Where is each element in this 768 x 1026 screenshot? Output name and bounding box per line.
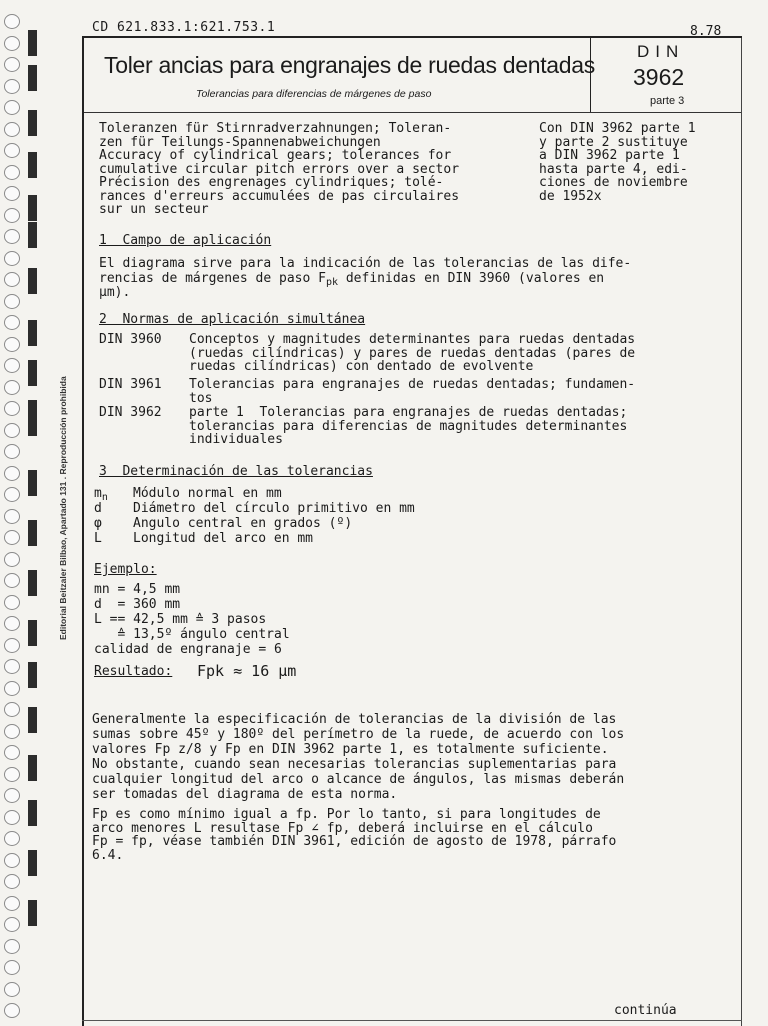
binding-ring bbox=[4, 530, 20, 545]
frame-right-line bbox=[741, 36, 742, 1026]
binding-ring bbox=[4, 251, 20, 266]
binding-ring bbox=[4, 272, 20, 287]
replaces-line: a DIN 3962 parte 1 bbox=[539, 148, 680, 163]
example-line: ≙ 13,5º ángulo central bbox=[94, 627, 290, 642]
binding-ring bbox=[4, 745, 20, 760]
binding-ring bbox=[4, 917, 20, 932]
translation-line: cumulative circular pitch errors over a sector bbox=[99, 161, 460, 177]
example-line: mn = 4,5 mm bbox=[94, 582, 181, 597]
binding-ring bbox=[4, 294, 20, 309]
binding-tab bbox=[28, 520, 37, 546]
issue-date: 8.78 bbox=[690, 24, 722, 39]
standard-description: Conceptos y magnitudes determinantes para ruedas dentadas (ruedas cilíndricas) y pares de ruedas dentadas (pares de ruedas cilíndricas) con dentado de evolvente bbox=[189, 332, 636, 374]
binding-ring bbox=[4, 509, 20, 524]
translation-line: Accuracy of cylindrical gears; tolerances for bbox=[99, 148, 452, 163]
standard-code: DIN 3960 bbox=[99, 332, 162, 347]
symbol-description: Angulo central en grados (º) bbox=[133, 516, 353, 531]
binding-tab bbox=[28, 195, 37, 221]
page-title: Toler ancias para engranajes de ruedas dentadas bbox=[104, 52, 595, 78]
binding-tab bbox=[28, 570, 37, 596]
body-line: 6.4. bbox=[92, 847, 124, 863]
binding-ring bbox=[4, 724, 20, 739]
body-line: Fp es como mínimo igual a fp. Por lo tanto, si para longitudes de bbox=[92, 807, 601, 822]
binding-tab bbox=[28, 800, 37, 826]
binding-ring bbox=[4, 466, 20, 481]
binding-ring bbox=[4, 208, 20, 223]
symbol-description: Longitud del arco en mm bbox=[133, 531, 314, 546]
symbol-description: Módulo normal en mm bbox=[133, 486, 282, 501]
binding-ring bbox=[4, 100, 20, 115]
binding-ring bbox=[4, 122, 20, 137]
binding-ring bbox=[4, 186, 20, 201]
body-line: Generalmente la especificación de tolerancias de la división de las bbox=[92, 712, 617, 727]
binding-tab bbox=[28, 755, 37, 781]
translation-line: Précision des engrenages cylindriques; tolé- bbox=[99, 175, 444, 190]
binding-ring bbox=[4, 788, 20, 803]
binding-tab bbox=[28, 410, 37, 436]
symbol-letter: φ bbox=[94, 516, 102, 531]
din-part: parte 3 bbox=[650, 95, 685, 107]
section-3-heading: 3 Determinación de las tolerancias bbox=[99, 464, 373, 479]
translations-block bbox=[99, 122, 459, 217]
binding-tab bbox=[28, 110, 37, 136]
binding-tab bbox=[28, 662, 37, 688]
cdu-code: CD 621.833.1:621.753.1 bbox=[92, 20, 276, 35]
translation-line: sur un secteur bbox=[99, 202, 209, 217]
symbol bbox=[94, 532, 102, 550]
body-line: arco menores L resultase Fp ∠ fp, deberá incluirse en el cálculo bbox=[92, 820, 593, 836]
binding-tab bbox=[28, 268, 37, 294]
section-1-heading: 1 Campo de aplicación bbox=[99, 233, 272, 248]
symbol-subscript: n bbox=[101, 492, 108, 503]
header-rule bbox=[84, 112, 741, 113]
binding-ring bbox=[4, 702, 20, 717]
binding-tab bbox=[28, 152, 37, 178]
binding-ring bbox=[4, 165, 20, 180]
section-1-line-3: µm). bbox=[99, 285, 131, 300]
binding-ring bbox=[4, 337, 20, 352]
example-line: d = 360 mm bbox=[94, 597, 181, 612]
binding-ring bbox=[4, 401, 20, 416]
translation-line: zen für Teilungs-Spannenabweichungen bbox=[99, 134, 381, 150]
page-subtitle: Tolerancias para diferencias de márgenes de paso bbox=[196, 88, 432, 100]
body-line: sumas sobre 45º y 180º del perímetro de la ruede, de acuerdo con los bbox=[92, 727, 625, 742]
binding-ring bbox=[4, 57, 20, 72]
replaces-block bbox=[539, 122, 696, 203]
replaces-line: Con DIN 3962 parte 1 bbox=[539, 121, 696, 136]
translation-line: rances d'erreurs accumulées de pas circulaires bbox=[99, 188, 460, 204]
binding-ring bbox=[4, 982, 20, 997]
frame-left-line bbox=[82, 36, 84, 1026]
binding-ring bbox=[4, 616, 20, 631]
body-line: Fp = fp, véase también DIN 3961, edición de agosto de 1978, párrafo bbox=[92, 834, 617, 849]
section-1-line-2-sub: pk bbox=[325, 277, 339, 288]
result-value: Fpk ≈ 16 µm bbox=[197, 662, 297, 680]
din-number: 3962 bbox=[633, 64, 685, 90]
binding-ring bbox=[4, 36, 20, 51]
body-paragraph-2 bbox=[92, 808, 616, 862]
binding-ring bbox=[4, 638, 20, 653]
section-1-line-2a: rencias de márgenes de paso F bbox=[99, 271, 326, 286]
binding-ring bbox=[4, 552, 20, 567]
example-heading: Ejemplo: bbox=[94, 562, 157, 577]
binding-ring bbox=[4, 444, 20, 459]
binding-ring bbox=[4, 659, 20, 674]
replaces-line: ciones de noviembre bbox=[539, 175, 688, 190]
binding-tab bbox=[28, 65, 37, 91]
binding-ring bbox=[4, 315, 20, 330]
symbol-letter: m bbox=[94, 486, 102, 501]
binding-tab bbox=[28, 470, 37, 496]
translation-line: Toleranzen für Stirnradverzahnungen; Toleran- bbox=[99, 121, 452, 136]
binding-ring bbox=[4, 810, 20, 825]
binding-ring bbox=[4, 229, 20, 244]
example-line: calidad de engranaje = 6 bbox=[94, 642, 282, 657]
frame-bottom-line bbox=[82, 1020, 742, 1021]
binding-ring bbox=[4, 358, 20, 373]
continues-note: continúa bbox=[614, 1003, 677, 1018]
section-1-line-1: El diagrama sirve para la indicación de las tolerancias de las dife- bbox=[99, 256, 632, 271]
din-label: DIN bbox=[637, 42, 685, 61]
standard-description: parte 1 Tolerancias para engranajes de ruedas dentadas; tolerancias para diferencias de magnitudes determinantes individuales bbox=[189, 405, 628, 447]
binding-ring bbox=[4, 14, 20, 29]
binding-tab bbox=[28, 850, 37, 876]
example-line: L == 42,5 mm ≙ 3 pasos bbox=[94, 612, 267, 627]
section-1-line-2 bbox=[99, 272, 604, 290]
standard-code: DIN 3962 bbox=[99, 405, 162, 420]
replaces-line: y parte 2 sustituye bbox=[539, 134, 688, 150]
binding-ring bbox=[4, 681, 20, 696]
body-paragraph-1 bbox=[92, 712, 624, 802]
binding-ring bbox=[4, 939, 20, 954]
standard-description: Tolerancias para engranajes de ruedas dentadas; fundamen- tos bbox=[189, 377, 636, 406]
standard-code: DIN 3961 bbox=[99, 377, 162, 392]
body-line: cualquier longitud del arco o alcance de ángulos, las mismas deberán bbox=[92, 772, 625, 787]
binding-ring bbox=[4, 896, 20, 911]
binding-tab bbox=[28, 222, 37, 248]
binding-ring bbox=[4, 874, 20, 889]
binding-edge bbox=[0, 0, 46, 1024]
binding-ring bbox=[4, 767, 20, 782]
result-label: Resultado: bbox=[94, 664, 173, 679]
example-block bbox=[94, 582, 290, 657]
binding-tab bbox=[28, 360, 37, 386]
binding-ring bbox=[4, 831, 20, 846]
binding-ring bbox=[4, 1003, 20, 1018]
symbol-letter: L bbox=[94, 531, 102, 546]
binding-ring bbox=[4, 960, 20, 975]
symbol-letter: d bbox=[94, 501, 102, 516]
binding-ring bbox=[4, 487, 20, 502]
binding-ring bbox=[4, 380, 20, 395]
section-1-line-2b: definidas en DIN 3960 (valores en bbox=[338, 271, 605, 286]
body-line: No obstante, cuando sean necesarias tolerancias suplementarias para bbox=[92, 757, 617, 772]
binding-ring bbox=[4, 853, 20, 868]
binding-ring bbox=[4, 595, 20, 610]
binding-ring bbox=[4, 573, 20, 588]
body-line: ser tomadas del diagrama de esta norma. bbox=[92, 787, 398, 802]
symbol-description: Diámetro del círculo primitivo en mm bbox=[133, 501, 415, 516]
binding-ring bbox=[4, 423, 20, 438]
binding-tab bbox=[28, 30, 37, 56]
binding-ring bbox=[4, 143, 20, 158]
replaces-line: hasta parte 4, edi- bbox=[539, 161, 688, 177]
binding-tab bbox=[28, 620, 37, 646]
replaces-line: de 1952x bbox=[539, 188, 602, 204]
binding-tab bbox=[28, 320, 37, 346]
body-line: valores Fp z/8 y Fp en DIN 3962 parte 1, es totalmente suficiente. bbox=[92, 742, 609, 757]
publisher-sidenote-text: Editorial Beitzaler Bilbao, Apartado 131 . Reproducción prohibida bbox=[58, 376, 68, 640]
binding-tab bbox=[28, 707, 37, 733]
binding-ring bbox=[4, 79, 20, 94]
binding-tab bbox=[28, 900, 37, 926]
section-2-heading: 2 Normas de aplicación simultánea bbox=[99, 312, 366, 327]
